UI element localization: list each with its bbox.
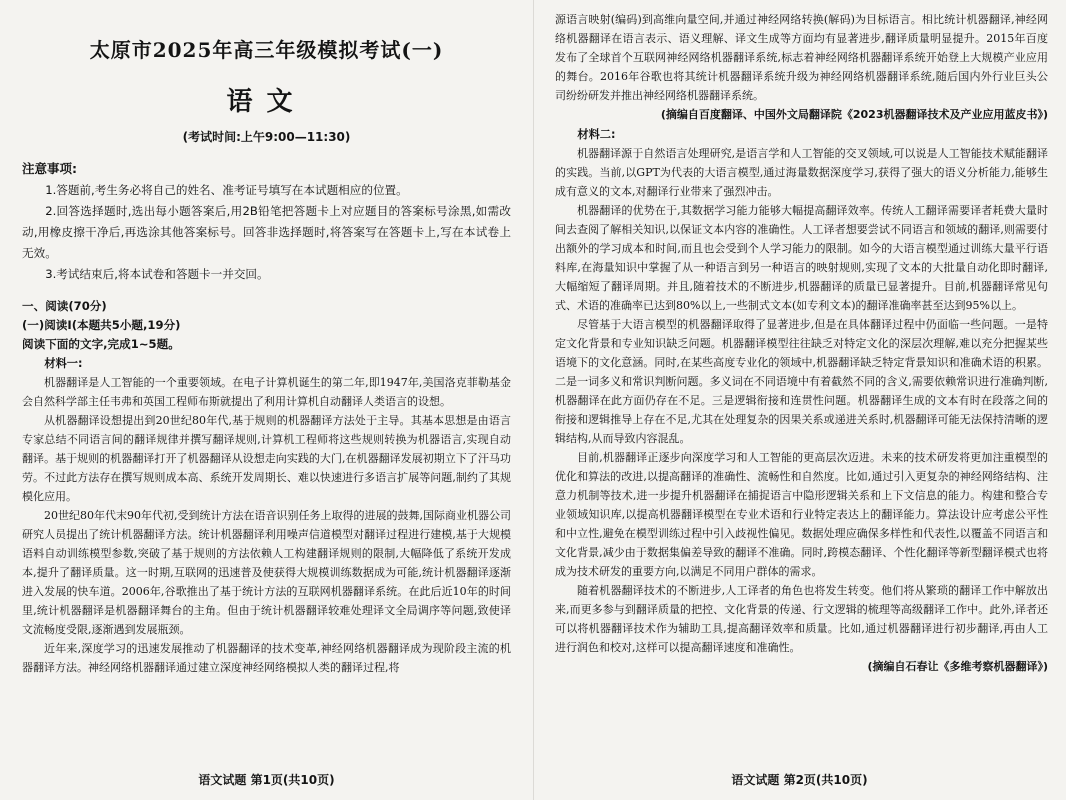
- source-citation: (摘编自百度翻译、中国外文局翻译院《2023机器翻译技术及产业应用蓝皮书》): [660, 108, 1048, 121]
- source-citation: (摘编自石春让《多维考察机器翻译》): [867, 660, 1048, 673]
- page-footer-left: 语文试题 第1页(共10页): [198, 773, 335, 787]
- paragraph: 从机器翻译设想提出到20世纪80年代,基于规则的机器翻译方法处于主导。其基本思想是由语言专家总结不同语言间的翻译规律并撰写翻译规则,计算机工程师将这些规则转换为机器语言,实现自动翻译。基于规则的机器翻译打开了机器翻译从设想走向实践的大门,在机器翻译发展初期立下了汗马功劳。不过此方法存在撰写规则成本高、系统开发周期长、难以快速进行多语言扩展等问题,制约了其规模化应用。: [22, 414, 511, 503]
- subject-title: 语文: [226, 87, 307, 117]
- page-footer-right: 语文试题 第2页(共10页): [731, 773, 868, 787]
- material-two-label: 材料二:: [577, 128, 616, 141]
- notice-item: 1.答题前,考生务必将自己的姓名、准考证号填写在本试题相应的位置。: [45, 183, 408, 197]
- subsection-heading: (一)阅读Ⅰ(本题共5小题,19分): [22, 318, 181, 332]
- paragraph: 机器翻译源于自然语言处理研究,是语言学和人工智能的交叉领域,可以说是人工智能技术赋能翻译的实践。当前,以GPT为代表的大语言模型,通过海量数据深度学习,获得了强大的语义分析能力,能够生成有意义的文本,对翻译行业带来了强烈冲击。: [555, 147, 1048, 198]
- paragraph: 近年来,深度学习的迅速发展推动了机器翻译的技术变革,神经网络机器翻译成为现阶段主流的机器翻译方法。神经网络机器翻译通过建立深度神经网络模拟人类的翻译过程,将: [22, 642, 511, 674]
- exam-time: (考试时间:上午9:00—11:30): [182, 130, 351, 144]
- exam-title: 太原市2025年高三年级模拟考试(一): [89, 38, 444, 62]
- notice-heading: 注意事项:: [22, 161, 77, 176]
- page-right: [533, 0, 1066, 800]
- notice-item: 3.考试结束后,将本试卷和答题卡一并交回。: [45, 267, 269, 281]
- paragraph-continuation: 源语言映射(编码)到高维向量空间,并通过神经网络转换(解码)为目标语言。相比统计机器翻译,神经网络机器翻译在语言表示、语义理解、译文生成等方面均有显著进步,翻译质量明显提升。2015年百度发布了全球首个互联网神经网络机器翻译系统,标志着神经网络机器翻译系统开始登上大规模产业应用的舞台。2016年谷歌也将其统计机器翻译系统升级为神经网络机器翻译系统,随后国内外行业巨头公司纷纷研发并推出神经网络机器翻译系统。: [555, 13, 1048, 102]
- section-heading: 一、阅读(70分): [22, 299, 107, 313]
- paragraph: 尽管基于大语言模型的机器翻译取得了显著进步,但是在具体翻译过程中仍面临一些问题。一是特定文化背景和专业知识缺乏问题。机器翻译模型往往缺乏对特定文化的深层次理解,难以充分把握某些语境下的文化意涵。同时,在某些高度专业化的领域中,机器翻译缺乏特定背景知识和准确术语的积累。二是一词多义和常识判断问题。多义词在不同语境中有着截然不同的含义,需要依赖常识进行准确判断,机器翻译在此方面仍存在不足。三是逻辑衔接和连贯性问题。机器翻译生成的文本有时在段落之间的衔接和逻辑推导上存在不足,尤其在处理复杂的因果关系或递进关系时,机器翻译可能无法保持清晰的逻辑结构,从而导致内容混乱。: [555, 318, 1048, 445]
- material-one-label: 材料一:: [44, 357, 83, 370]
- paragraph: 机器翻译的优势在于,其数据学习能力能够大幅提高翻译效率。传统人工翻译需要译者耗费大量时间去查阅了解相关知识,以保证文本内容的准确性。人工译者想要尝试不同语言和领域的翻译,则需要付出额外的学习成本和时间,而且也会受到个人学习能力的限制。如今的大语言模型通过训练大量平行语料库,在海量知识中掌握了从一种语言到另一种语言的映射规则,实现了文本的大批量自动化即时翻译,大幅缩短了翻译周期。并且,随着技术的不断进步,机器翻译的质量已显著提升。目前,机器翻译常见句式、术语的准确率已达到80%以上,一些制式文本(如专利文本)的翻译准确率甚至达到95%以上。: [555, 204, 1048, 312]
- notice-item: 2.回答选择题时,选出每小题答案后,用2B铅笔把答题卡上对应题目的答案标号涂黑,如需改动,用橡皮擦干净后,再选涂其他答案标号。回答非选择题时,将答案写在答题卡上,写在本试卷上无效。: [22, 204, 511, 260]
- paragraph: 随着机器翻译技术的不断进步,人工译者的角色也将发生转变。他们将从繁琐的翻译工作中解放出来,而更多参与到翻译质量的把控、文化背景的传递、行文逻辑的梳理等高级翻译工作中。此外,译者还可以将机器翻译技术作为辅助工具,提高翻译效率和质量。比如,通过机器翻译进行初步翻译,再由人工进行润色和校对,这样可以提高翻译速度和准确性。: [555, 584, 1048, 654]
- paragraph: 20世纪80年代末90年代初,受到统计方法在语音识别任务上取得的进展的鼓舞,国际商业机器公司研究人员提出了统计机器翻译方法。统计机器翻译利用噪声信道模型对翻译过程进行建模,基于大规模语料自动训练模型参数,突破了基于规则的方法依赖人工构建翻译规则的限制,大幅降低了系统开发成本,提升了翻译质量。这一时期,互联网的迅速普及使获得大规模训练数据成为可能,统计机器翻译逐渐进入发展的快车道。2006年,谷歌推出了基于统计方法的互联网机器翻译系统。在此后近10年的时间里,统计机器翻译是机器翻译舞台的主角。但由于统计机器翻译较难处理译文全局调序等问题,致使译文流畅度受限,逐渐遇到发展瓶颈。: [22, 509, 511, 636]
- reading-instruction: 阅读下面的文字,完成1~5题。: [22, 337, 180, 351]
- paragraph: 机器翻译是人工智能的一个重要领域。在电子计算机诞生的第二年,即1947年,美国洛克菲勒基金会自然科学部主任韦弗和英国工程师布斯就提出了利用计算机自动翻译人类语言的设想。: [22, 376, 511, 408]
- paragraph: 目前,机器翻译正逐步向深度学习和人工智能的更高层次迈进。未来的技术研发将更加注重模型的优化和算法的改进,以提高翻译的准确性、流畅性和自然度。比如,通过引入更复杂的神经网络结构、注意力机制等技术,进一步提升机器翻译在捕捉语言中隐形逻辑关系和上下文信息的能力。构建和整合专业领域知识库,以提高机器翻译模型在专业术语和行业特定表达上的翻译能力。算法设计应考虑公平性和中立性,避免在模型训练过程中引入歧视性偏见。数据处理应确保多样性和代表性,以覆盖不同语言和文化背景,减少由于数据集偏差导致的翻译不准确。同时,跨模态翻译、个性化翻译等新型翻译模式也将成为技术研发的重要方向,以满足不同用户群体的需求。: [555, 451, 1048, 578]
